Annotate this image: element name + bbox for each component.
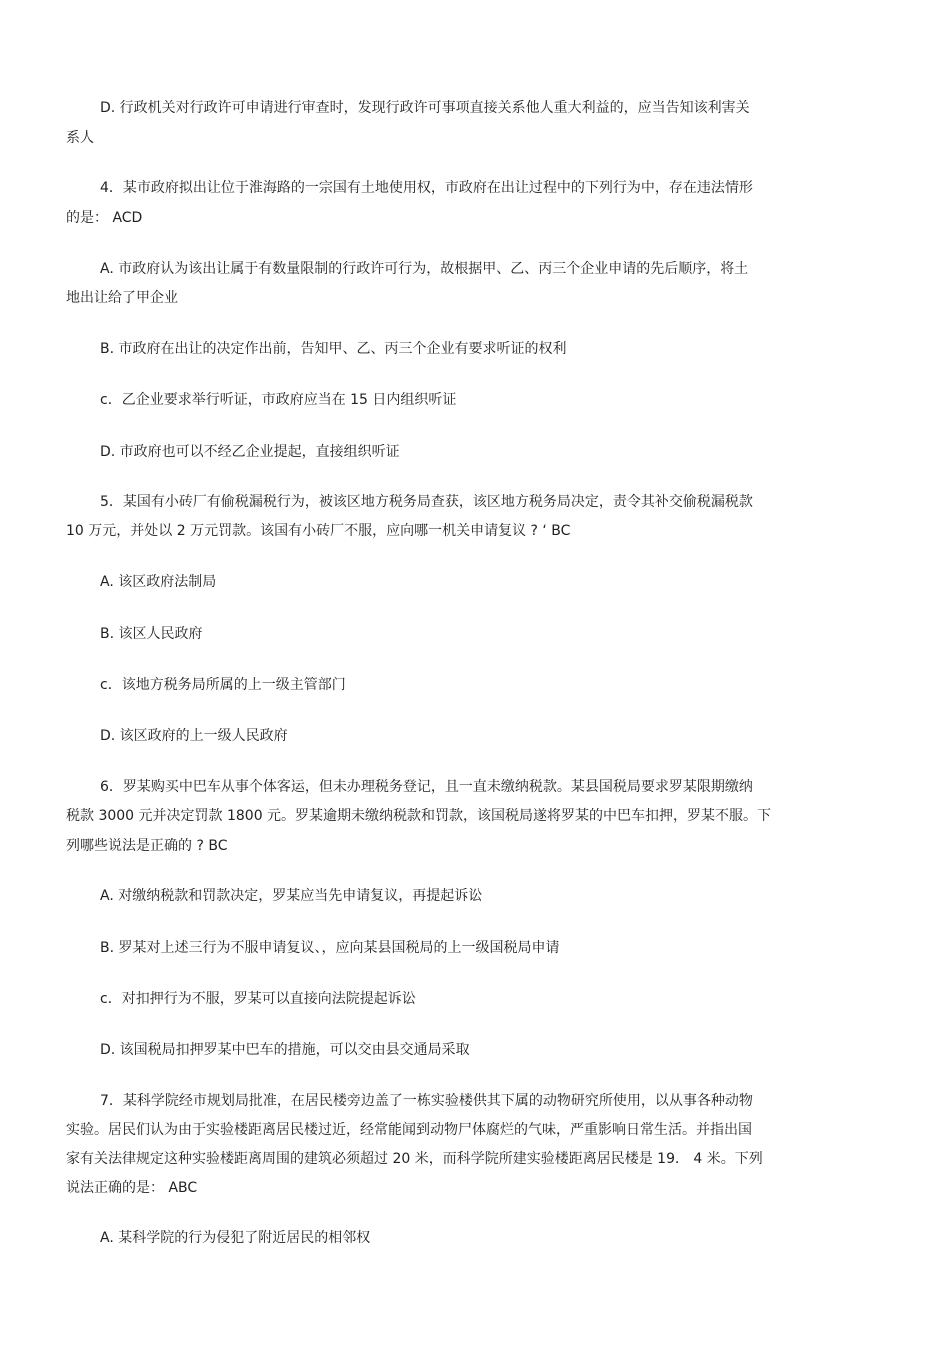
- q4-option-d: D. 市政府也可以不经乙企业提起，直接组织听证: [100, 444, 400, 460]
- q6-option-a: A. 对缴纳税款和罚款决定，罗某应当先申请复议，再提起诉讼: [100, 888, 483, 904]
- option-d-line-1: D. 行政机关对行政许可申请进行审查时，发现行政许可事项直接关系他人重大利益的，应当告知该利害关: [100, 100, 750, 116]
- question-4-line-2: 的是： ACD: [66, 210, 143, 226]
- question-4-line-1: 4．某市政府拟出让位于淮海路的一宗国有土地使用权，市政府在出让过程中的下列行为中，存在违法情形: [100, 180, 753, 196]
- q5-option-a: A. 该区政府法制局: [100, 574, 217, 590]
- question-7-line-4: 说法正确的是： ABC: [66, 1180, 198, 1196]
- question-7-line-3: 家有关法律规定这种实验楼距离周围的建筑必须超过 20 米，而科学院所建实验楼距离居民楼是 19． 4 米。下列: [66, 1151, 763, 1167]
- q5-option-d: D. 该区政府的上一级人民政府: [100, 728, 288, 744]
- q4-option-a-line-1: A. 市政府认为该出让属于有数量限制的行政许可行为，故根据甲、乙、丙三个企业申请的先后顺序，将土: [100, 261, 749, 277]
- q6-option-d: D. 该国税局扣押罗某中巴车的措施，可以交由县交通局采取: [100, 1042, 470, 1058]
- question-6-line-2: 税款 3000 元并决定罚款 1800 元。罗某逾期未缴纳税款和罚款，该国税局遂将罗某的中巴车扣押，罗某不服。下: [66, 808, 772, 824]
- question-5-line-2: 10 万元，并处以 2 万元罚款。该国有小砖厂不服，应向哪一机关申请复议 ? ‘ BC: [66, 523, 571, 539]
- question-7-line-2: 实验。居民们认为由于实验楼距离居民楼过近，经常能闻到动物尸体腐烂的气味，严重影响日常生活。并指出国: [66, 1122, 752, 1138]
- option-d-line-2: 系人: [66, 130, 94, 146]
- question-7-line-1: 7．某科学院经市规划局批准，在居民楼旁边盖了一栋实验楼供其下属的动物研究所使用，以从事各种动物: [100, 1093, 753, 1109]
- question-5-line-1: 5．某国有小砖厂有偷税漏税行为，被该区地方税务局查获，该区地方税务局决定，责令其补交偷税漏税款: [100, 494, 753, 510]
- q4-option-b: B. 市政府在出让的决定作出前，告知甲、乙、丙三个企业有要求听证的权利: [100, 341, 567, 357]
- q5-option-c: c．该地方税务局所属的上一级主管部门: [100, 677, 346, 693]
- q6-option-b: B. 罗某对上述三行为不服申请复议、，应向某县国税局的上一级国税局申请: [100, 940, 560, 956]
- question-6-line-1: 6．罗某购买中巴车从事个体客运，但未办理税务登记，且一直未缴纳税款。某县国税局要求罗某限期缴纳: [100, 779, 753, 795]
- q7-option-a: A. 某科学院的行为侵犯了附近居民的相邻权: [100, 1230, 371, 1246]
- q5-option-b: B. 该区人民政府: [100, 626, 203, 642]
- q6-option-c: c．对扣押行为不服，罗某可以直接向法院提起诉讼: [100, 991, 416, 1007]
- q4-option-c: c．乙企业要求举行听证，市政府应当在 15 日内组织听证: [100, 392, 457, 408]
- question-6-line-3: 列哪些说法是正确的 ? BC: [66, 838, 228, 854]
- q4-option-a-line-2: 地出让给了甲企业: [66, 290, 178, 306]
